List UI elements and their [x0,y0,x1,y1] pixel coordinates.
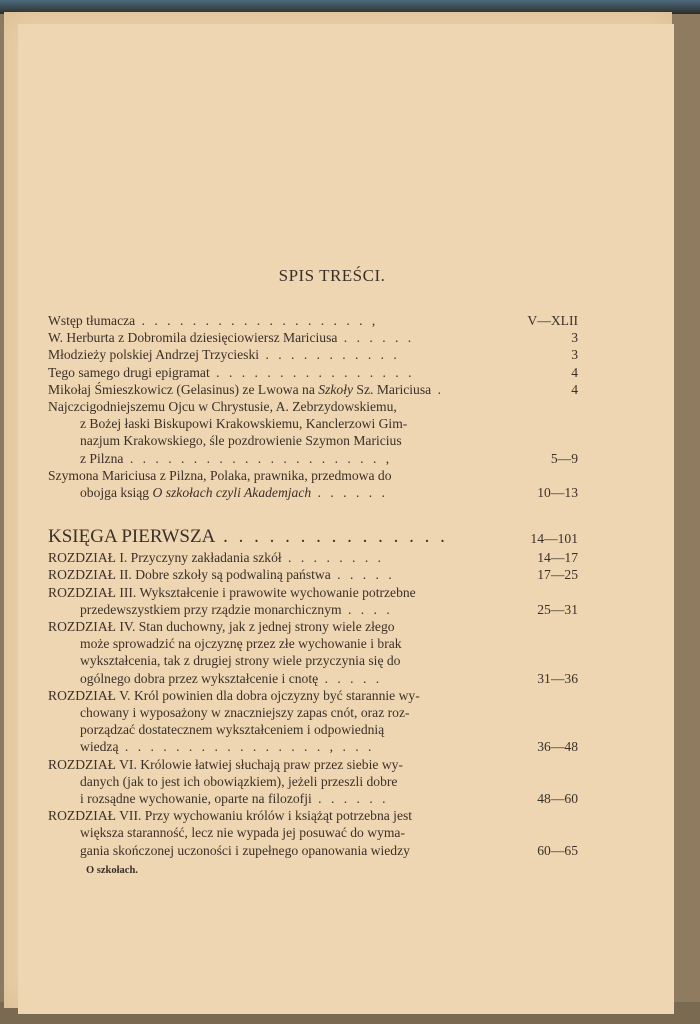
entry-line: może sprowadzić na ojczyznę przez złe wychowanie i brak [80,636,402,652]
page-range: 5—9 [550,450,578,466]
page-range: 10—13 [537,485,578,501]
table-of-contents [48,266,578,876]
running-footer: O szkołach. [86,864,138,876]
entry-line: Szymona Mariciusa z Pilzna, Polaka, prawnika, przedmowa do [48,467,392,483]
page-range: V—XLII [527,313,578,328]
entry-text [48,467,518,501]
entry-line: ROZDZIAŁ I. Przyczyny zakładania szkół . . . . . . . . [48,550,385,566]
leader-dots: . . . . . . [311,485,388,501]
scan-right-edge [672,14,700,1024]
chapter-entry [48,584,578,618]
entry-text [48,618,518,687]
entry-line: z Bożej łaski Biskupowi Krakowskiemu, Kanclerzowi Gim- [80,416,408,432]
entry-line: i rozsądne wychowanie, oparte na filozofji . . . . . . [80,791,389,807]
book-label: KSIĘGA PIERWSZA [48,526,216,548]
entry-line: ROZDZIAŁ III. Wykształcenie i prawowite wychowanie potrzebne [48,584,416,600]
entry-text [48,687,518,756]
page-range: 4 [571,364,578,380]
chapter-entry [48,549,578,566]
entry-text [48,329,518,346]
leader-dots: . . . . . . . . . . . . . . . [215,526,448,548]
entry-line: wiedzą . . . . . . . . . . . . . . . . , . . . [80,739,375,755]
page-range: 14—101 [530,531,578,547]
page-range: 25—31 [537,601,578,617]
leader-dots: . . . . . . . . . . . . . . . . . . , [135,313,379,328]
toc-entry [48,346,578,363]
page-range: 3 [571,347,578,363]
entry-text [48,364,518,381]
leader-dots: . . . . . . . . . . . . . . . . [209,364,415,380]
entry-text [48,549,518,566]
leader-dots: . . . . . [330,567,395,583]
entry-line: większa staranność, lecz nie wypada jej posuwać do wyma- [80,825,405,841]
entry-line: porządzać dostatecznem wykształceniem i odpowiednią [80,722,385,738]
entry-line: nazjum Krakowskiego, śle pozdrowienie Szymon Maricius [80,433,402,449]
entry-line: ogólnego dobra przez wykształcenie i cnotę . . . . . [80,670,383,686]
leader-dots: . . . . . [318,670,383,686]
entry-italic: O szkołach czyli Akademjach [152,485,312,501]
chapter-entry [48,807,578,859]
entry-line: ROZDZIAŁ IV. Stan duchowny, jak z jednej strony wiele złego [48,619,395,635]
toc-entry [48,364,578,381]
entry-line: ROZDZIAŁ VI. Królowie łatwiej słuchają praw przez siebie wy- [48,756,403,772]
entry-line: Najczcigodniejszemu Ojcu w Chrystusie, A. Zebrzydowskiemu, [48,399,397,415]
entry-line: W. Herburta z Dobromila dziesięciowiersz Mariciusa . . . . . . [48,330,415,346]
page-range: 17—25 [537,567,578,583]
entry-line: ROZDZIAŁ V. Król powinien dla dobra ojczyzny być starannie wy- [48,687,420,703]
entry-text [48,398,518,467]
entry-text [48,566,518,583]
page-range: 60—65 [537,842,578,858]
entry-line: wykształcenia, tak z drugiej strony wiele przyczynia się do [80,653,401,669]
chapter-entry [48,756,578,808]
toc-entry [48,398,578,467]
entry-line: przedewszystkiem przy rządzie monarchicznym . . . . [80,601,393,617]
entry-line: danych (jak to jest ich obowiązkiem), jeżeli przeszli dobre [80,773,398,789]
leader-dots: . . . . . . . . [281,550,385,566]
entry-line: gania skończonej uczoności i zupełnego opanowania wiedzy [80,842,410,858]
entry-line: Młodzieży polskiej Andrzej Trzycieski . . . . . . . . . . . [48,347,400,363]
leader-dots: . . . . . . . . . . . [259,347,400,363]
entry-line: ROZDZIAŁ VII. Przy wychowaniu królów i książąt potrzebna jest [48,808,413,824]
entry-line: z Pilzna . . . . . . . . . . . . . . . . . . . . , [80,450,393,466]
entry-text [48,584,518,618]
leader-dots: . . . . . . [311,791,389,807]
entry-line: Mikołaj Śmieszkowicz (Gelasinus) ze Lwowa na Szkoły Sz. Mariciusa . [48,381,444,397]
entry-line: chowany i wyposażony w znaczniejszy zapas cnót, oraz roz- [80,705,410,721]
entry-text [48,381,518,398]
entry-text [48,807,518,859]
toc-entry [48,312,578,329]
leader-dots: . [431,381,444,397]
toc-title: SPIS TREŚCI. [278,266,386,285]
entry-italic: Szkoły [318,381,354,397]
entry-line: Wstęp tłumacza . . . . . . . . . . . . . . . . . . , [48,313,379,328]
entry-line: ROZDZIAŁ II. Dobre szkoły są podwaliną państwa . . . . . [48,567,395,583]
page-range: 36—48 [537,739,578,755]
chapter-list [48,549,578,859]
entry-text [48,346,518,363]
page-range: 4 [571,381,578,397]
chapter-entry [48,618,578,687]
chapter-entry [48,566,578,583]
front-matter [48,312,578,501]
leader-dots: . . . . [341,601,393,617]
chapter-entry [48,687,578,756]
entry-line: Tego samego drugi epigramat . . . . . . . . . . . . . . . . [48,364,415,380]
page-range: 3 [571,330,578,346]
leader-dots: . . . . . . . . . . . . . . . . . . . . , [123,450,393,466]
page-range: 31—36 [537,670,578,686]
entry-text [48,756,518,808]
page-range: 14—17 [537,550,578,566]
page-range: 48—60 [537,791,578,807]
entry-line: obojga ksiąg O szkołach czyli Akademjach . . . . . . [80,485,388,501]
leader-dots: . . . . . . [337,330,415,346]
entry-text [48,312,518,329]
leader-dots: . . . . . . . . . . . . . . . . , . . . [118,739,375,755]
toc-entry [48,467,578,501]
toc-entry [48,329,578,346]
toc-entry [48,381,578,398]
book-heading [48,525,578,549]
